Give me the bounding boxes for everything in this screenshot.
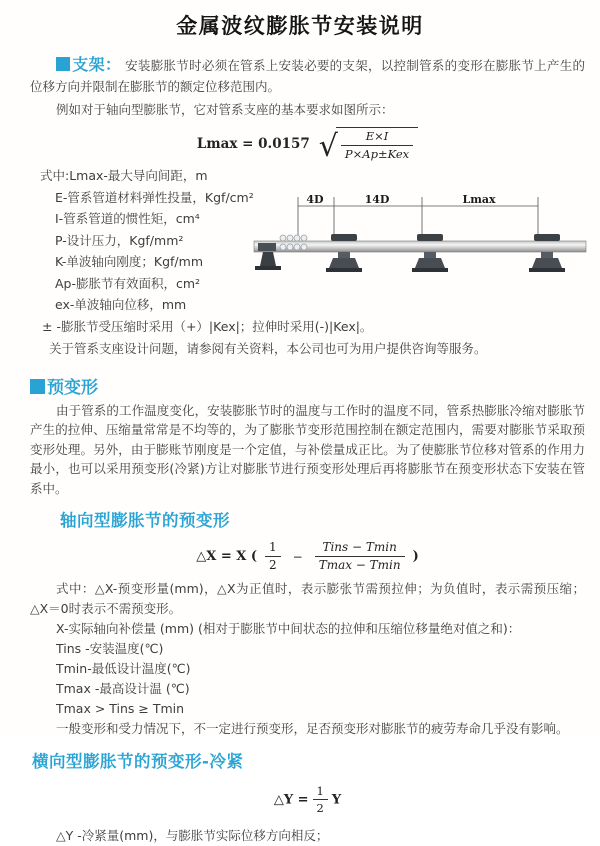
fraction-numerator: E×I: [365, 129, 389, 144]
dimension-label-14d: 14D: [364, 193, 390, 206]
fraction-numerator: 1: [269, 540, 277, 555]
support-intro-text: 安装膨胀节时必须在管系上安装必要的支架，以控制管系的变形在膨胀节上产生的位移方向并限制在膨胀节的额定位移范围内。: [30, 58, 585, 95]
definition-item: E-管系管道材料弹性投量，Kgf/cm²: [55, 189, 254, 205]
note-line: X-实际轴向补偿量 (mm) (相对于膨胀节中间状态的拉伸和压缩位移量绝对值之和)：: [56, 621, 521, 637]
fraction-denominator: P×Ap±Kex: [341, 145, 413, 161]
definition-item: K-单波轴向刚度；Kgf/mm: [55, 254, 203, 270]
fraction-numerator: 1: [316, 784, 324, 799]
lateral-formula-lhs: △Y =: [273, 792, 309, 808]
lateral-subsection-title: 横向型膨胀节的预变形-冷紧: [32, 752, 244, 772]
dimension-label-4d: 4D: [306, 193, 324, 206]
pipe-guide-support: [412, 234, 448, 272]
pipe-support-diagram: [252, 190, 588, 285]
definition-item: 式中:Lmax-最大导向间距，m: [40, 168, 208, 184]
fraction-denominator: Tmax − Tmin: [315, 556, 405, 573]
half-fraction: [265, 540, 281, 573]
note-line: Tmin-最低设计温度(℃): [56, 661, 191, 677]
definition-item: ex-单波轴向位移，mm: [55, 297, 187, 313]
radicand: [336, 127, 418, 161]
pipe-guide-support: [326, 234, 362, 272]
half-fraction: [313, 784, 328, 816]
radicand-fraction: [341, 129, 413, 161]
radical-sign: √: [318, 128, 338, 164]
note-line: Tins -安装温度(℃): [56, 641, 164, 657]
fraction-numerator: Tins − Tmin: [322, 540, 397, 555]
dimension-label-lmax: Lmax: [462, 193, 496, 206]
section-bullet-icon: [30, 379, 45, 394]
axial-formula: [30, 540, 585, 573]
definition-item: P-设计压力，Kgf/mm²: [55, 232, 184, 248]
lmax-formula-lhs: Lmax = 0.0157: [196, 136, 310, 153]
support-example-line: 例如对于轴向型膨胀节，它对管系支座的基本要求如图所示：: [56, 102, 394, 118]
document-body: [0, 54, 600, 846]
support-section-label: 支架：: [72, 55, 122, 75]
fraction-denominator: 2: [313, 799, 328, 815]
definition-item: I-管系管道的惯性矩，cm⁴: [55, 211, 200, 227]
note-line: 式中：△X-预变形量(mm)，△X为正值时，表示膨张节需预拉伸；为负值时，表示需预压缩；△X＝0时表示不需预变形。: [30, 581, 585, 617]
fraction-denominator: 2: [265, 556, 281, 573]
definition-item: ± -膨胀节受压缩时采用（+）|Kex|；拉伸时采用(-)|Kex|。: [42, 318, 373, 334]
pipe-guide-support: [529, 234, 565, 272]
axial-notes-list: [30, 579, 585, 739]
support-section-paragraph: [30, 54, 585, 97]
axial-formula-close: ): [412, 549, 419, 565]
definition-item: Ap-膨胀节有效面积，cm²: [55, 275, 201, 291]
lmax-formula: [30, 127, 585, 164]
lateral-formula-rhs: Y: [331, 792, 342, 808]
axial-subsection-title: 轴向型膨胀节的预变形: [60, 511, 230, 531]
minus-sign: −: [292, 549, 303, 564]
note-line: Tmax -最高设计温 (℃): [56, 681, 190, 697]
predeform-section-label: 预变形: [47, 377, 98, 398]
axial-formula-lhs: △X = X (: [196, 549, 258, 565]
lateral-formula: [30, 784, 585, 816]
temperature-fraction: [315, 540, 405, 573]
note-line: Tmax > Tins ≥ Tmin: [56, 701, 185, 717]
lateral-note-line: △Y -冷紧量(mm)，与膨胀节实际位移方向相反；: [56, 827, 329, 843]
predeform-section-header: [30, 373, 585, 398]
note-line: 一般变形和受力情况下，不一定进行预变形，足否预变形对膨胀节的疲劳寿命几乎没有影响。: [56, 721, 569, 737]
page-title: 金属波纹膨胀节安装说明: [176, 14, 424, 38]
support-consult-note: 关于管系支座设计问题，请参阅有关资料，本公司也可为用户提供咨询等服务。: [49, 341, 487, 357]
section-bullet-icon: [56, 57, 70, 71]
predeform-paragraph: 由于管系的工作温度变化，安装膨胀节时的温度与工作时的温度不同，管系热膨胀冷缩对膨胀节产生的拉伸、压缩量常常是不均等的，为了膨胀节变形范围控制在额定范围内，需要对膨胀节采取预变形处理。另外，由于膨账节刚度是一个定值，与补偿量成正比。为了使膨胀节位移对管系的作用力最小，也可以采用预变形(冷紧)方让对膨胀节进行预变形处理后再将膨胀节在预变形状态下安装在管系中。: [30, 402, 585, 496]
sqrt-expression: [318, 127, 418, 164]
